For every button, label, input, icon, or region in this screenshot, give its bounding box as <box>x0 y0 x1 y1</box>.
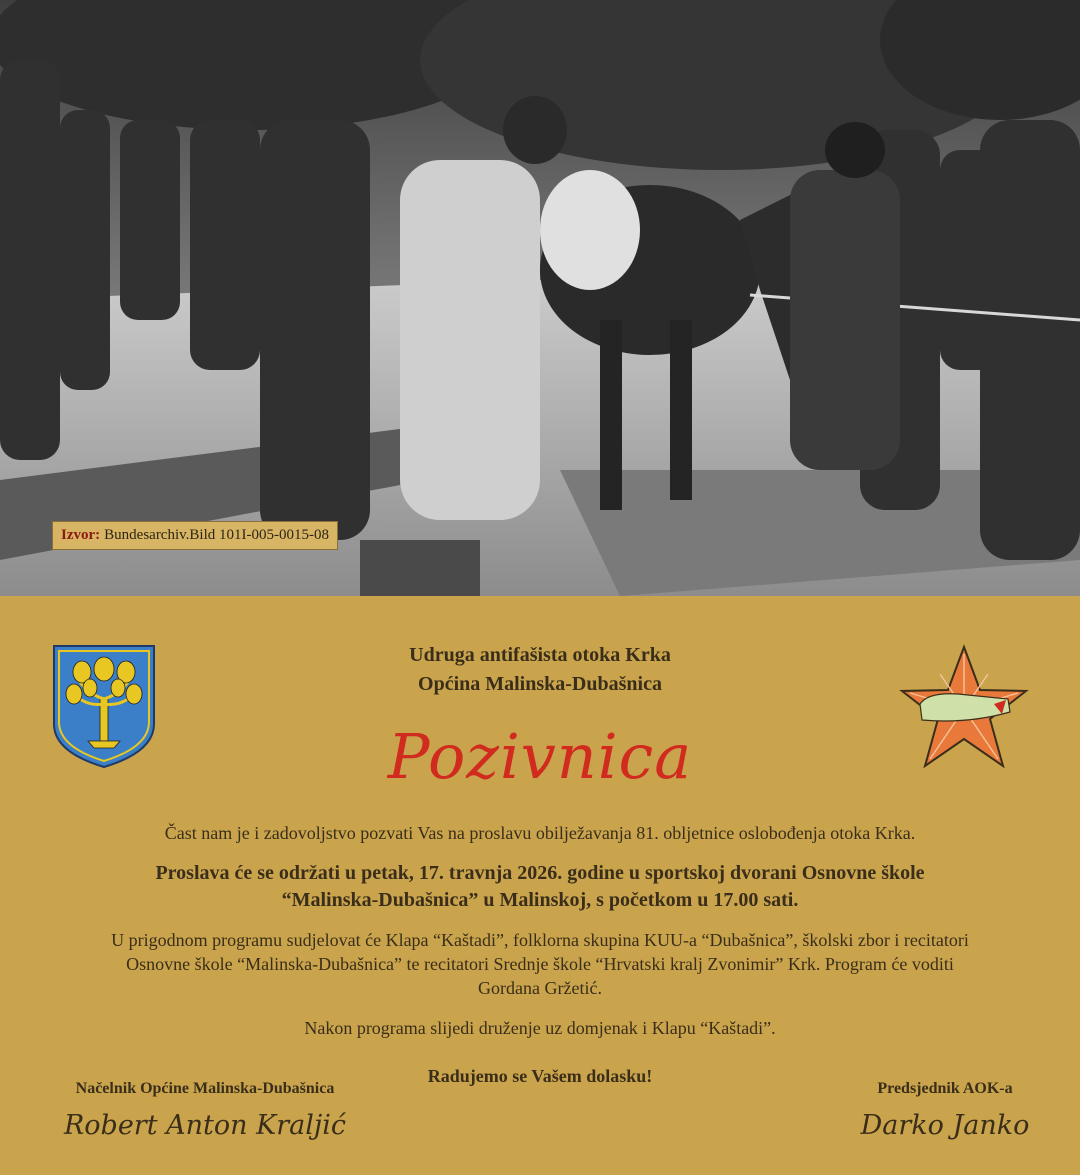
mayor-signature: Robert Anton Kraljić <box>63 1110 347 1141</box>
municipal-coat-of-arms-icon <box>52 644 156 769</box>
credit-text: Bundesarchiv.Bild 101I-005-0015-08 <box>104 527 329 543</box>
program-line-1: U prigodnom programu sudjelovat će Klapa “Kaštadi”, folklorna skupina KUU-a “Dubašnica”, školski zbor i recitatori <box>111 930 969 950</box>
photo-credit <box>52 521 338 550</box>
program-paragraph <box>40 928 1040 1000</box>
president-title: Predsjednik AOK-a <box>877 1080 1013 1097</box>
municipality-name: Općina Malinska-Dubašnica <box>418 673 662 695</box>
reception-paragraph: Nakon programa slijedi druženje uz domjenak i Klapu “Kaštadi”. <box>304 1018 776 1038</box>
program-line-2: Osnovne škole “Malinska-Dubašnica” te recitatori Srednje škole “Hrvatski kralj Zvonimir” Krk. Program će voditi <box>126 954 954 974</box>
closing-line: Radujemo se Vašem dolasku! <box>427 1066 653 1086</box>
partisan-star-emblem-icon <box>898 644 1030 772</box>
president-signature: Darko Janko <box>860 1110 1030 1141</box>
event-details <box>40 860 1040 914</box>
program-line-3: Gordana Gržetić. <box>478 978 602 998</box>
mayor-title: Načelnik Općine Malinska-Dubašnica <box>75 1080 335 1097</box>
invitation-title: Pozivnica <box>387 720 693 793</box>
event-details-line-2: “Malinska-Dubašnica” u Malinskoj, s početkom u 17.00 sati. <box>281 889 799 911</box>
credit-label: Izvor: <box>61 527 101 543</box>
organization-name: Udruga antifašista otoka Krka <box>409 644 671 666</box>
intro-paragraph: Čast nam je i zadovoljstvo pozvati Vas na proslavu obilježavanja 81. obljetnice oslobođenja otoka Krka. <box>164 823 916 843</box>
event-details-line-1: Proslava će se održati u petak, 17. travnja 2026. godine u sportskoj dvorani Osnovne škole <box>155 862 925 884</box>
